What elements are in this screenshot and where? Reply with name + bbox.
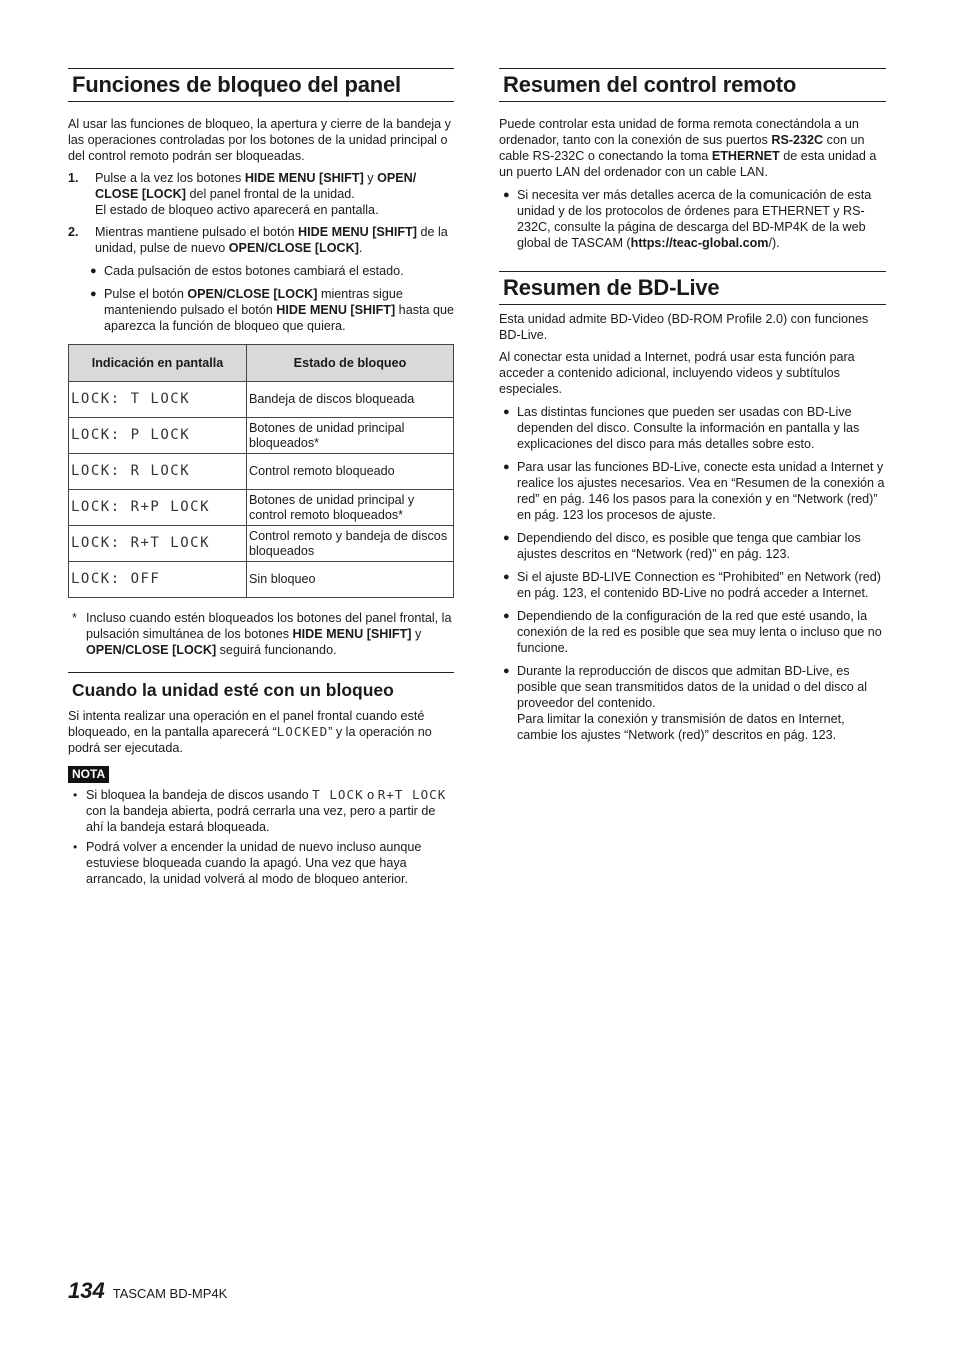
section-heading-remote: Resumen del control remoto [499,68,886,102]
column-header: Indicación en pantalla [69,345,247,382]
bullet-text: Podrá volver a encender la unidad de nuevo incluso aunque estuviese bloqueada cuando la apagó. Una vez que haya arrancado, la unidad volverá al modo de bloqueo anterior. [86,840,422,886]
bullet-text: Las distintas funciones que pueden ser usadas con BD-Live dependen del disco. Consulte la información en pantalla y las explicaciones del disco para más detalles sobre esto. [517,405,860,451]
bullet-text-part: hasta que aparezca la función de bloqueo que quiera. [104,303,455,333]
display-indication: LOCK: R LOCK [69,454,247,490]
page-number: 134 [68,1278,105,1303]
bullet-icon: ● [503,461,510,473]
lcd-text: LOCKED [276,724,329,739]
button-name: HIDE MENU [SHIFT] [276,303,396,317]
lock-state: Botones de unidad principal y control remoto bloqueados* [247,490,454,526]
display-indication: LOCK: OFF [69,562,247,598]
step-text: de la unidad, pulse de nuevo [95,225,448,255]
list-item [499,404,886,452]
bullet-icon: ● [503,189,510,201]
footnote-text-part: Incluso cuando estén bloqueados los botones del panel frontal, la pulsación simultánea de los botones [86,611,452,641]
button-name: OPEN/CLOSE [LOCK] [187,287,318,301]
display-indication: LOCK: R+P LOCK [69,490,247,526]
display-indication: LOCK: T LOCK [69,382,247,418]
product-title: TASCAM BD-MP4K [112,1286,228,1301]
table-header-row [69,345,454,382]
bullet-text-part: Para limitar la conexión y transmisión de datos en Internet, cambie los ajustes “Network (red)” descritos en pág. 123. [517,712,845,742]
button-name: HIDE MENU [SHIFT] [298,225,417,239]
bullet-text [517,663,886,743]
table-row [69,490,454,526]
bullet-icon: • [73,840,78,854]
bullet-text: Si el ajuste BD-LIVE Connection es “Prohibited” en Network (red) en pág. 123, el contenido BD-Live no podrá acceder a Internet. [517,570,881,600]
port-name: ETHERNET [711,149,780,163]
bullet-text [104,286,454,334]
step-note: El estado de bloqueo activo aparecerá en pantalla. [95,203,379,217]
table-row [69,562,454,598]
button-name: HIDE MENU [SHIFT] [244,171,364,185]
bullet-text-part: o [363,788,378,802]
step-text: y [363,171,378,185]
website-link[interactable]: https://teac-global.com [630,236,769,250]
lock-state: Control remoto bloqueado [247,454,454,490]
step-body [95,224,454,256]
table-row [69,526,454,562]
lock-table [68,344,454,598]
paragraph-text: Puede controlar esta unidad de forma remota conectándola a un ordenador, tanto con la conexión de sus puertos [499,117,859,147]
table-footnote [68,610,454,658]
bullet-icon: ● [503,571,510,583]
list-item [68,787,454,835]
paragraph-text: de esta unidad a un puerto LAN del ordenador con un cable LAN. [499,149,877,179]
step-number: 2. [68,225,79,239]
port-name: RS-232C [771,133,824,147]
lock-state: Control remoto y bandeja de discos bloqueados [247,526,454,562]
step-text: Pulse a la vez los botones [95,171,245,185]
column-header: Estado de bloqueo [247,345,454,382]
nota-list [68,787,454,887]
remote-list [499,187,886,251]
lock-state: Sin bloqueo [247,562,454,598]
nota-label: NOTA [68,766,109,783]
bullet-icon: ● [503,610,510,622]
bullet-text: Cada pulsación de estos botones cambiará el estado. [104,264,404,278]
bullet-text-part: con la bandeja abierta, podrá cerrarla una vez, pero a partir de ahí la bandeja estará bloqueada. [86,804,436,834]
bullet-text-part: /). [768,236,780,250]
list-item [68,839,454,887]
bullet-text-part: Si necesita ver más detalles acerca de la comunicación de esta unidad y de los protocolos de órdenes para ETHERNET y RS-232C, consulte la página de descarga del BD-MP4K de la web global de TASCAM ( [517,188,872,250]
bdlive-paragraph-2: Al conectar esta unidad a Internet, podrá usar esta función para acceder a contenido adicional, incluyendo videos y subtítulos especiales. [499,350,855,396]
bullet-text [86,787,454,835]
bullet-text: Dependiendo del disco, es posible que tenga que cambiar los ajustes descritos en “Network (red)” en pág. 123. [517,531,861,561]
bullet-text-part: Pulse el botón [104,287,188,301]
bdlive-list [499,404,886,743]
footnote-text-part: seguirá funcionando. [216,643,337,657]
bullet-icon: ● [90,288,97,300]
list-item [499,187,886,251]
step-2-bullets [86,263,454,334]
left-column [68,68,454,887]
footnote-text-part: y [411,627,422,641]
bullet-text-part: mientras sigue manteniendo pulsado el botón [104,287,403,317]
subheading-locked: Cuando la unidad esté con un bloqueo [68,672,454,700]
step-2 [68,224,454,256]
step-text: . [358,241,363,255]
step-body [95,170,454,218]
locked-paragraph [68,708,454,756]
step-text: Mientras mantiene pulsado el botón [95,225,299,239]
table-row [69,418,454,454]
intro-paragraph: Al usar las funciones de bloqueo, la apertura y cierre de la bandeja y las operaciones controladas por los botones de la unidad principal o del control remoto podrán ser bloqueadas. [68,117,451,163]
list-item [499,459,886,523]
bullet-icon: ● [90,265,97,277]
page-footer [68,1278,227,1304]
list-item [86,263,454,279]
display-indication: LOCK: P LOCK [69,418,247,454]
list-item [499,530,886,562]
bullet-text: Dependiendo de la configuración de la red que esté usando, la conexión de la red es posible que sea muy lenta o incluso que no funcione. [517,609,882,655]
button-name: OPEN/ CLOSE [LOCK] [95,171,417,201]
bullet-text-part: Si bloquea la bandeja de discos usando [86,788,313,802]
footnote-text [86,610,454,658]
lcd-text: T LOCK [312,787,364,802]
step-1 [68,170,454,218]
table-row [69,454,454,490]
right-column [499,68,886,743]
bullet-icon: ● [503,665,510,677]
step-text: del panel frontal de la unidad. [185,187,355,201]
lock-state: Bandeja de discos bloqueada [247,382,454,418]
bullet-text [517,187,886,251]
bullet-icon: • [73,788,78,802]
paragraph-text: Si intenta realizar una operación en el panel frontal cuando esté bloqueado, en la pantalla aparecerá “ [68,709,425,739]
lock-state: Botones de unidad principal bloqueados* [247,418,454,454]
paragraph-text: ” y la operación no podrá ser ejecutada. [68,725,432,755]
lcd-text: R+T LOCK [377,787,447,802]
display-indication: LOCK: R+T LOCK [69,526,247,562]
button-name: HIDE MENU [SHIFT] [292,627,412,641]
remote-paragraph [499,116,886,180]
list-item [499,663,886,743]
bullet-icon: ● [503,532,510,544]
paragraph-text: con un cable RS-232C o conectando la toma [499,133,865,163]
footnote-marker: * [72,611,77,625]
step-number: 1. [68,171,79,185]
section-heading-bdlive: Resumen de BD-Live [499,271,886,305]
list-item [86,286,454,334]
list-item [499,608,886,656]
button-name: OPEN/CLOSE [LOCK] [228,241,359,255]
bullet-icon: ● [503,406,510,418]
list-item [499,569,886,601]
section-heading-panel-lock: Funciones de bloqueo del panel [68,68,454,102]
bullet-text: Para usar las funciones BD-Live, conecte esta unidad a Internet y realice los ajustes necesarios. Vea en “Resumen de la conexión a red” en pág. 146 los pasos para la conexión y en “Network (red)” en pág. 123 los procesos de ajuste. [517,460,885,522]
table-row [69,382,454,418]
bdlive-paragraph-1: Esta unidad admite BD-Video (BD-ROM Profile 2.0) con funciones BD-Live. [499,312,869,342]
button-name: OPEN/CLOSE [LOCK] [86,643,217,657]
bullet-text-part: Durante la reproducción de discos que admitan BD-Live, es posible que sean transmitidos datos de la unidad o del disco al proveedor del contenido. [517,664,868,710]
